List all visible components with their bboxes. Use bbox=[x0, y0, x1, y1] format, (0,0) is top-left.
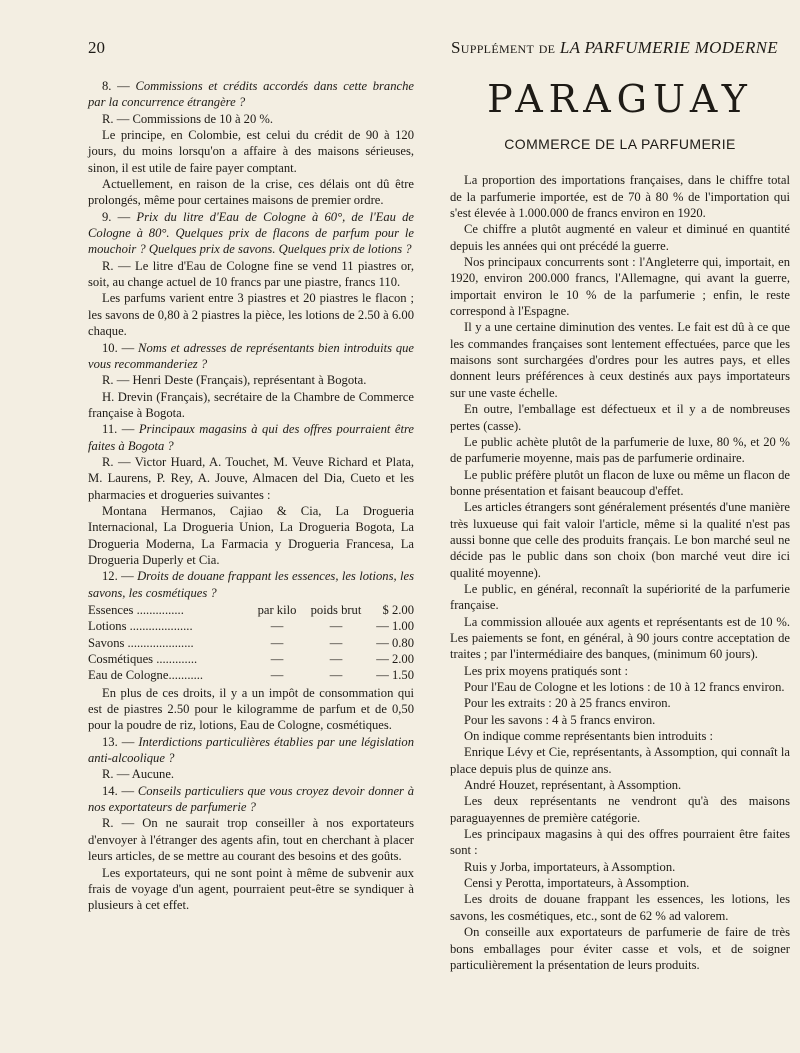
paragraph: Enrique Lévy et Cie, représentants, à Assomption, qui connaît la place depuis plus de quinze ans. bbox=[450, 745, 790, 776]
question-number: 13. — bbox=[102, 734, 135, 749]
paragraph: La proportion des importations françaises, dans le chiffre total de la parfumerie importée, est de 70 à 80 % de l'importation qui s'est élevée à 1.000.000 de francs environ en 1920. bbox=[450, 173, 790, 221]
question-9 bbox=[88, 209, 414, 258]
page-number: 20 bbox=[88, 38, 105, 57]
paragraph: Pour l'Eau de Cologne et les lotions : de 10 à 12 francs environ. bbox=[464, 680, 785, 694]
question-text: Prix du litre d'Eau de Cologne à 60°, de l'Eau de Cologne à 80°. Quelques prix de flacons de parfum pour le mouchoir ? Quelques prix de savons. Quelques prix de lotions ? bbox=[88, 209, 415, 257]
question-12 bbox=[88, 568, 414, 601]
paragraph: Nos principaux concurrents sont : l'Angleterre qui, importait, en 1920, environ 200.000 francs, l'Allemagne, qui avant la guerre, importait environ le 10 % de la parfumerie ; enfin, le reste correspond à l'Espagne. bbox=[450, 255, 790, 319]
page-header bbox=[88, 38, 778, 64]
paragraph: Les principaux magasins à qui des offres pourraient être faites sont : bbox=[450, 827, 790, 858]
running-head-prefix: Supplément de bbox=[451, 38, 556, 57]
paragraph: Les exportateurs, qui ne sont point à même de subvenir aux frais de voyage d'un agent, pourraient peut-être se syndiquer à plusieurs à cet effet. bbox=[88, 865, 414, 913]
paragraph: En outre, l'emballage est défectueux et il y a de nombreuses pertes (casse). bbox=[450, 402, 790, 433]
paragraph: Montana Hermanos, Cajiao & Cia, La Drogueria Internacional, La Drogueria Union, La Drogueria Bogota, La Drogueria Moderna, La Farmacia y Drogueria Francesa, La Drogueria Duperly et Cia. bbox=[88, 503, 414, 567]
paragraph: Ce chiffre a plutôt augmenté en valeur et diminué en quantité depuis les années qui ont précédé la guerre. bbox=[450, 222, 790, 253]
paragraph: Ruis y Jorba, importateurs, à Assomption. bbox=[464, 859, 676, 874]
customs-duties-table bbox=[88, 602, 414, 684]
paragraph: On indique comme représentants bien introduits : bbox=[464, 729, 714, 744]
answer-9: R. — Le litre d'Eau de Cologne fine se vend 11 piastres or, soit, au change actuel de 10 francs par une piastre, francs 110. bbox=[88, 258, 414, 290]
question-text: Droits de douane frappant les essences, les lotions, les savons, les cosmétiques ? bbox=[88, 569, 414, 600]
paragraph: Les articles étrangers sont généralement présentés d'une manière très luxueuse qui fait valoir l'article, même si la qualité n'est pas aussi bonne que celle des produits français. Le bon marché seul ne décide pas le public dans son choix (bon marché veut dire ici qualité moyenne). bbox=[450, 500, 790, 580]
paragraph: Les droits de douane frappant les essences, les lotions, les savons, les cosmétiques, etc., sont de 62 % ad valorem. bbox=[450, 892, 790, 923]
paragraph: Le principe, en Colombie, est celui du crédit de 90 à 120 jours, du moins lorsqu'on a affaire à des maisons sérieuses, sinon, il est utile de faire payer comptant. bbox=[88, 128, 414, 175]
question-number: 9. — bbox=[102, 209, 131, 224]
paragraph: Les deux représentants ne vendront qu'à des maisons paraguayennes de première catégorie. bbox=[450, 794, 790, 825]
question-text: Principaux magasins à qui des offres pourraient être faites à Bogota ? bbox=[88, 422, 414, 453]
question-number: 14. — bbox=[102, 783, 135, 798]
country-title: PARAGUAY bbox=[487, 77, 753, 121]
paragraph: Censi y Perotta, importateurs, à Assomption. bbox=[464, 876, 690, 891]
question-text: Interdictions particulières établies par une législation anti-alcoolique ? bbox=[88, 734, 415, 766]
paragraph: Pour les savons : 4 à 5 francs environ. bbox=[464, 712, 656, 727]
duty-row: Lotions .................... — — — 1.00 bbox=[88, 619, 414, 634]
question-number: 10. — bbox=[102, 340, 135, 355]
question-text: Conseils particuliers que vous croyez devoir donner à nos exportateurs de parfumerie ? bbox=[88, 783, 414, 815]
duty-row: Eau de Cologne........... — — — 1.50 bbox=[88, 668, 414, 683]
answer-10: R. — Henri Deste (Français), représentant à Bogota. bbox=[102, 373, 367, 388]
running-head-title: LA PARFUMERIE MODERNE bbox=[559, 38, 778, 57]
question-8 bbox=[88, 78, 414, 111]
section-subtitle: COMMERCE DE LA PARFUMERIE bbox=[504, 136, 736, 152]
right-column bbox=[450, 76, 790, 973]
running-head bbox=[451, 38, 778, 58]
paragraph: H. Drevin (Français), secrétaire de la Chambre de Commerce française à Bogota. bbox=[88, 389, 414, 420]
question-number: 8. — bbox=[102, 79, 130, 93]
paragraph: Les prix moyens pratiqués sont : bbox=[464, 663, 629, 678]
paragraph: André Houzet, représentant, à Assomption. bbox=[464, 778, 682, 793]
answer-11: R. — Victor Huard, A. Touchet, M. Veuve Richard et Plata, M. Laurens, P. Rey, A. Jouve, Almacen del Dia, Cueto et les pharmacies et drogueries suivantes : bbox=[88, 454, 414, 502]
question-text: Commissions et crédits accordés dans cette branche par la concurrence étrangère ? bbox=[88, 79, 415, 110]
question-11 bbox=[88, 421, 414, 454]
paragraph: Pour les extraits : 20 à 25 francs environ. bbox=[464, 696, 671, 711]
duty-row: Cosmétiques ............. — — — 2.00 bbox=[88, 652, 414, 667]
paragraph: Le public achète plutôt de la parfumerie de luxe, 80 %, et 20 % de parfumerie moyenne, mais pas de parfumerie ordinaire. bbox=[450, 434, 790, 466]
answer-14: R. — On ne saurait trop conseiller à nos exportateurs d'envoyer à l'étranger des agents afin, tout en cherchant à placer leurs articles, de se mettre au courant des besoins et des goûts. bbox=[88, 816, 414, 864]
paragraph: Les parfums varient entre 3 piastres et 20 piastres le flacon ; les savons de 0,80 à 2 piastres la pièce, les lotions de 2.50 à 6.00 chaque. bbox=[88, 291, 414, 339]
paragraph: Le public, en général, reconnaît la supériorité de la parfumerie française. bbox=[450, 581, 790, 613]
left-column bbox=[88, 78, 414, 914]
question-14 bbox=[88, 783, 414, 816]
question-number: 11. — bbox=[102, 422, 135, 437]
answer-13: R. — Aucune. bbox=[102, 767, 175, 782]
question-text: Noms et adresses de représentants bien introduits que vous recommanderiez ? bbox=[88, 340, 415, 371]
answer-8: R. — Commissions de 10 à 20 %. bbox=[102, 111, 274, 126]
duty-row: Essences ............... par kilo poids brut $ 2.00 bbox=[88, 603, 414, 617]
paragraph: Actuellement, en raison de la crise, ces délais ont dû être prolongés, même pour certaines maisons de premier ordre. bbox=[88, 177, 414, 208]
paragraph: Il y a une certaine diminution des ventes. Le fait est dû à ce que les commandes françaises sont lentement effectuées, parce que les maisons sont surchargées d'ordres pour les autres pays, et elles donnent leurs préférences à ceux destinés aux pays importateurs sur une vaste échelle. bbox=[450, 320, 790, 400]
duty-row: Savons ..................... — — — 0.80 bbox=[88, 635, 414, 650]
question-10 bbox=[88, 340, 414, 373]
paragraph: En plus de ces droits, il y a un impôt de consommation qui est de piastres 2.50 pour le kilogramme de parfum et de 0,50 pour la poudre de riz, lotions, Eau de Cologne, cosmétiques. bbox=[88, 685, 414, 733]
question-13 bbox=[88, 734, 414, 767]
paragraph: La commission allouée aux agents et représentants est de 10 %. Les paiements se font, en général, à 90 jours contre acceptation de traites ; par l'intermédiaire des banques, (minimum 60 jours). bbox=[450, 614, 790, 662]
paragraph: On conseille aux exportateurs de parfumerie de faire de très bons emballages pour éviter casse et vols, et de soigner particulièrement la présentation de leurs produits. bbox=[450, 925, 790, 972]
paragraph: Le public préfère plutôt un flacon de luxe ou même un flacon de bonne présentation et faisant beaucoup d'effet. bbox=[450, 467, 790, 498]
question-number: 12. — bbox=[102, 569, 134, 584]
